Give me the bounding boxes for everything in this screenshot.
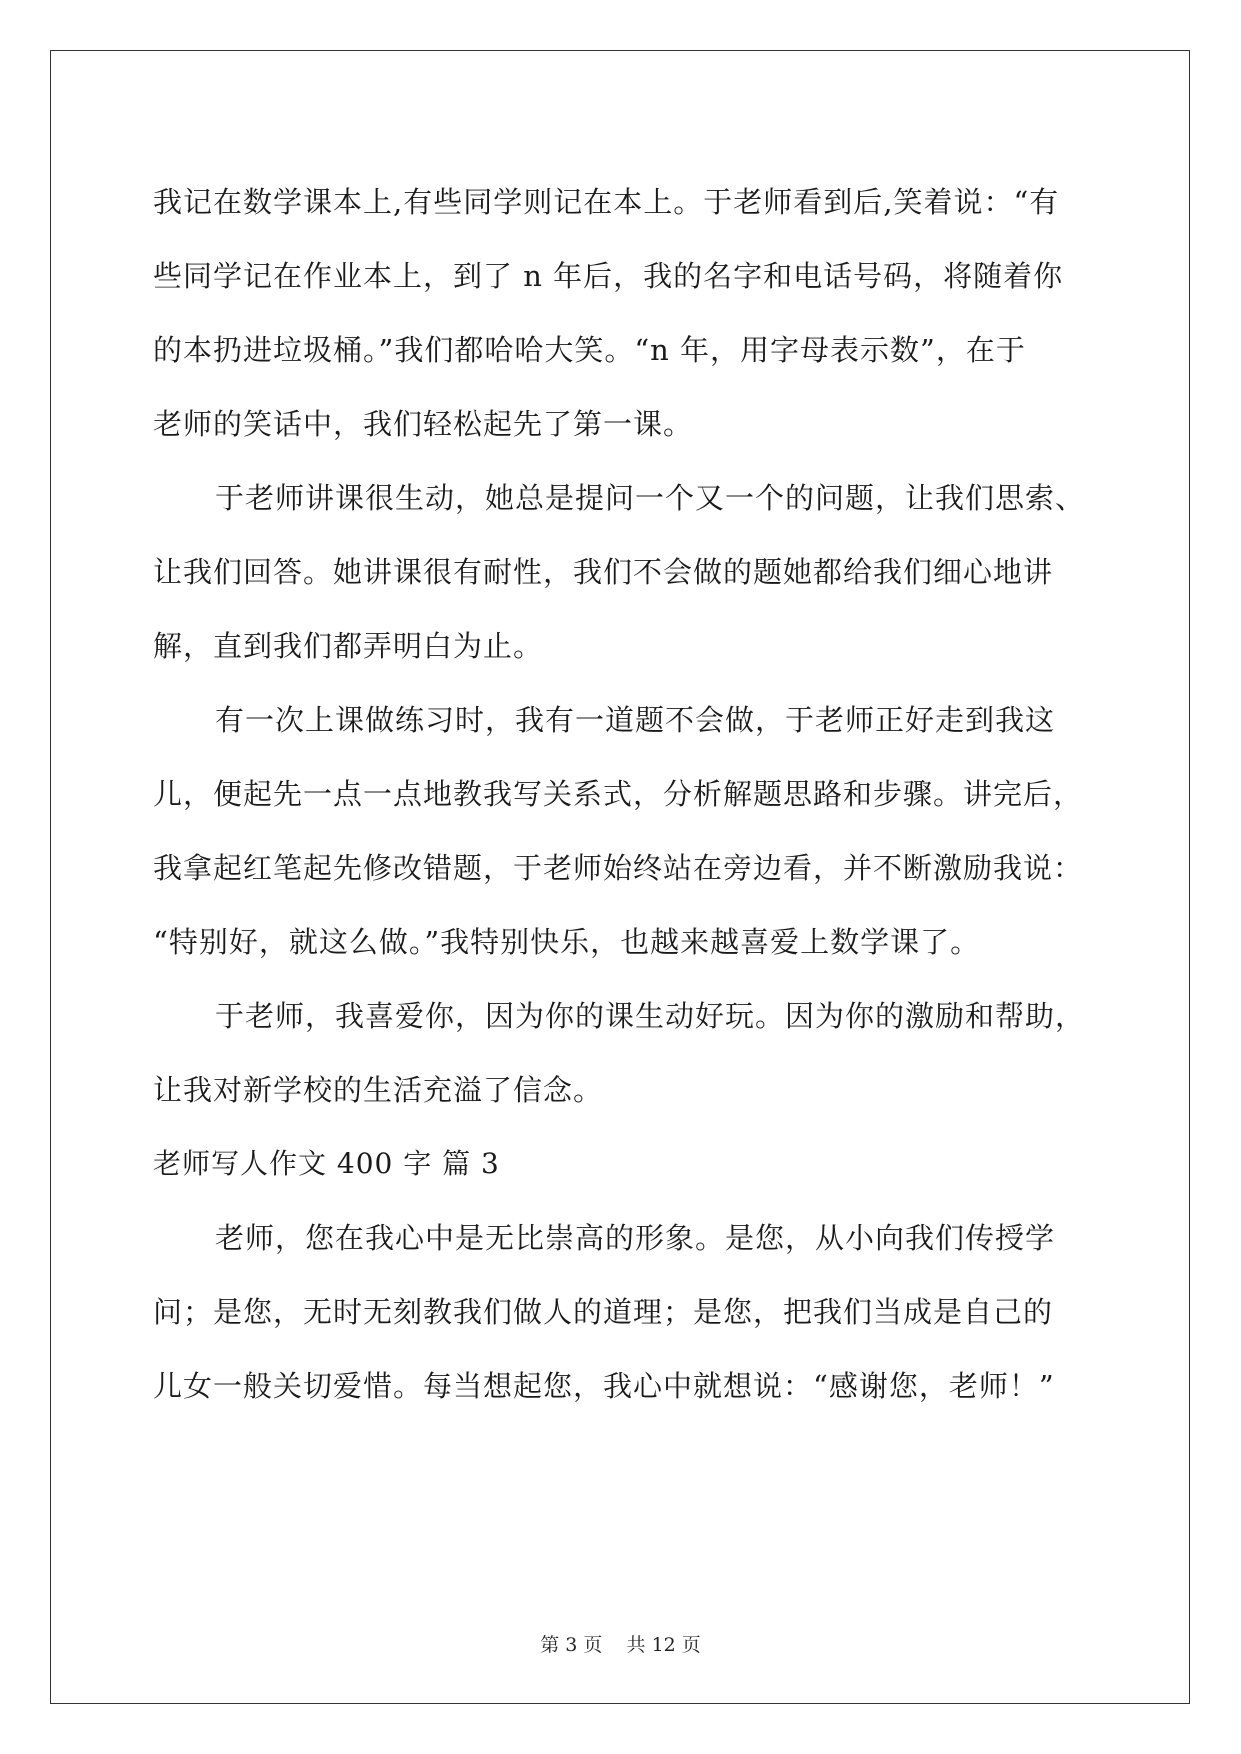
paragraph-first-line: 有一次上课做练习时，我有一道题不会做，于老师正好走到我这 xyxy=(215,703,1056,737)
text-line: 让我对新学校的生活充溢了信念。 xyxy=(153,1073,604,1107)
text-line: 儿，便起先一点一点地教我写关系式，分析解题思路和步骤。讲完后， xyxy=(153,777,1084,811)
text-line: 问；是您，无时无刻教我们做人的道理；是您，把我们当成是自己的 xyxy=(153,1295,1054,1329)
text-line: “特别好，就这么做。”我特别快乐，也越来越喜爱上数学课了。 xyxy=(153,925,981,959)
text-line: 的本扔进垃圾桶。”我们都哈哈大笑。“n 年，用字母表示数”，在于 xyxy=(153,333,1026,367)
page-number-footer: 第 3 页 共 12 页 xyxy=(540,1634,701,1656)
paragraph-first-line: 老师，您在我心中是无比崇高的形象。是您，从小向我们传授学 xyxy=(215,1221,1056,1255)
document-body xyxy=(153,165,1093,1423)
text-line: 让我们回答。她讲课很有耐性，我们不会做的题她都给我们细心地讲 xyxy=(153,555,1054,589)
paragraph-first-line: 于老师讲课很生动，她总是提问一个又一个的问题，让我们思索、 xyxy=(215,481,1086,515)
text-line: 我拿起红笔起先修改错题，于老师始终站在旁边看，并不断激励我说： xyxy=(153,851,1084,885)
paragraph-first-line: 于老师，我喜爱你，因为你的课生动好玩。因为你的激励和帮助， xyxy=(215,999,1086,1033)
section-heading: 老师写人作文 400 字 篇 3 xyxy=(153,1147,500,1180)
text-line: 解，直到我们都弄明白为止。 xyxy=(153,629,544,663)
text-line: 我记在数学课本上,有些同学则记在本上。于老师看到后,笑着说：“有 xyxy=(153,185,1060,219)
text-line: 儿女一般关切爱惜。每当想起您，我心中就想说：“感谢您，老师！” xyxy=(153,1369,1055,1403)
text-line: 些同学记在作业本上，到了 n 年后，我的名字和电话号码，将随着你 xyxy=(153,259,1064,293)
text-line: 老师的笑话中，我们轻松起先了第一课。 xyxy=(153,407,694,441)
